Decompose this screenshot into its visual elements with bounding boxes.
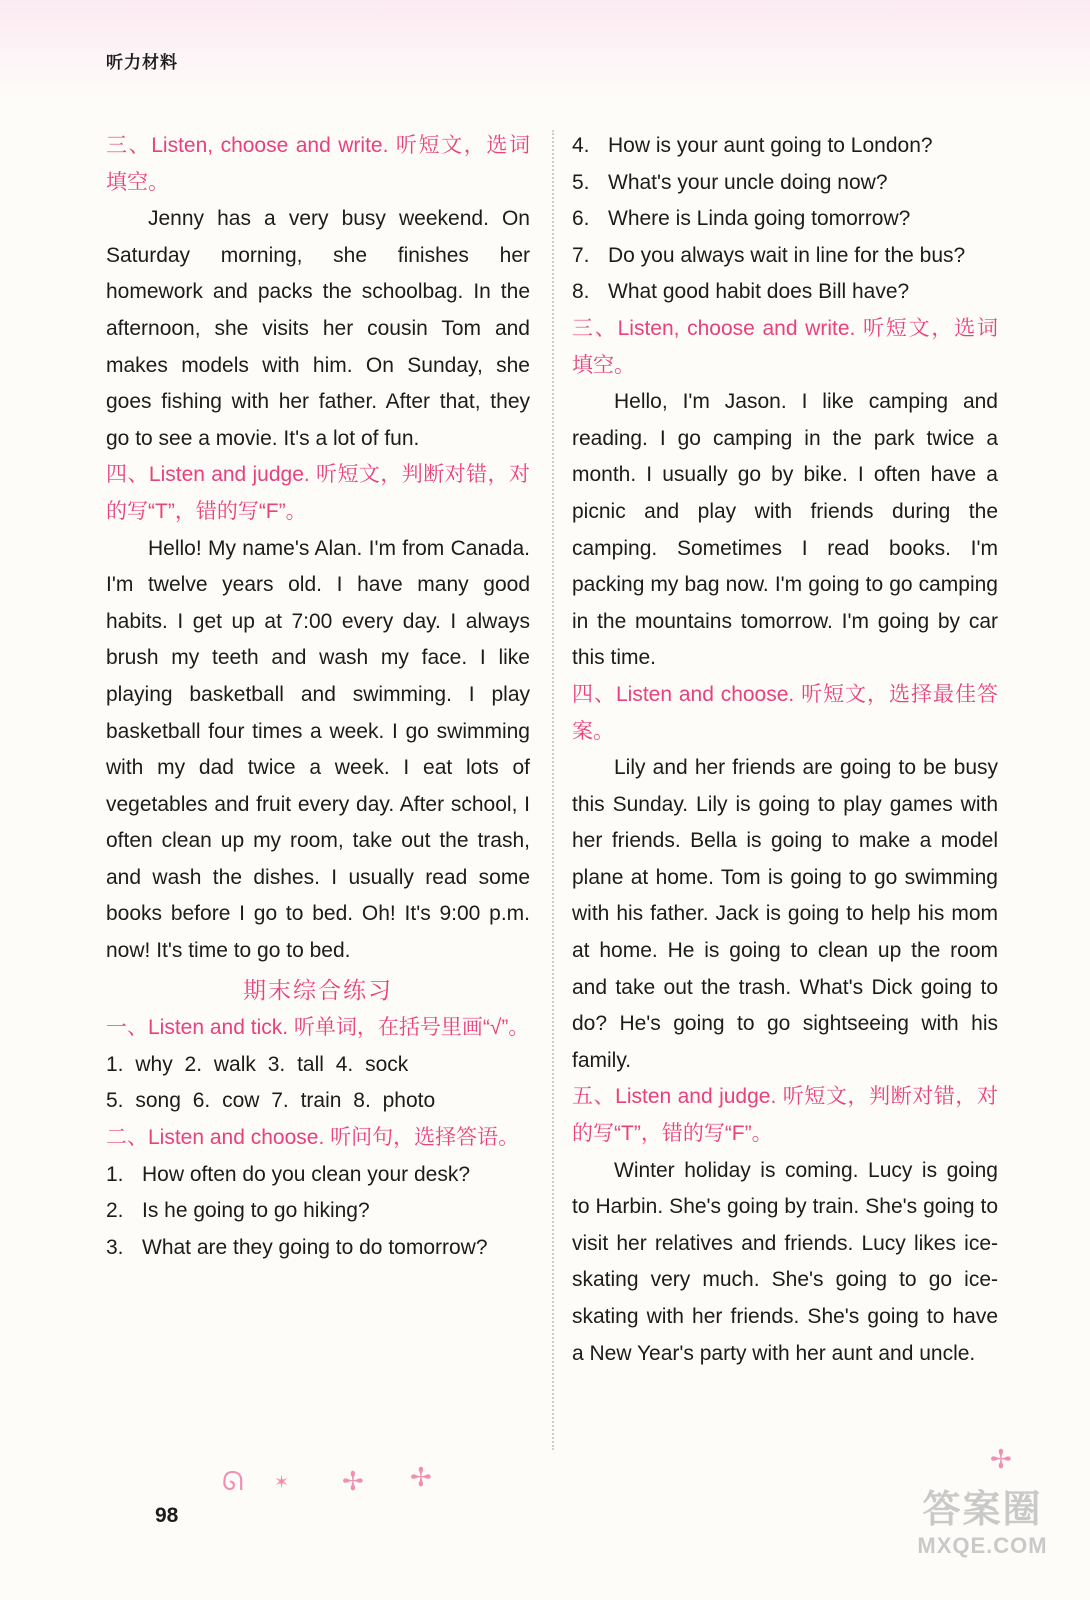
watermark-text-en: MXQE.COM [917, 1533, 1048, 1558]
question-item: 8. What good habit does Bill have? [572, 280, 910, 304]
question-item: 4. How is your aunt going to London? [572, 134, 933, 157]
question-item: 7. Do you always wait in line for the bus? [572, 243, 966, 267]
question-item: 1. How often do you clean your desk? [106, 1162, 471, 1186]
section-heading: 四、Listen and judge. 听短文，判断对错，对的写“T”，错的写“F”。 [106, 463, 530, 523]
section-heading: 一、Listen and tick. 听单词，在括号里画“√”。 [106, 1016, 530, 1040]
passage: Jenny has a very busy weekend. On Saturday morning, she finishes her homework and packs the schoolbag. In the afternoon, she visits her cousin Tom and makes models with him. On Sunday, she goes fishing with her father. After that, they go to see a movie. It's a lot of fun. [106, 207, 530, 450]
decorative-star-icon: ✶ [274, 1472, 290, 1492]
passage: Hello! My name's Alan. I'm from Canada. I'm twelve years old. I have many good habits. I get up at 7:00 every day. I always brush my teeth and wash my face. I like playing basketball and swimming. I play basketball four times a week. I go swimming with my dad twice a week. I eat lots of vegetables and fruit every day. After school, I often clean up my room, take out the trash, and wash the dishes. I usually read some books before I go to bed. Oh! It's 9:00 p.m. now! It's time to go to bed. [106, 536, 530, 963]
question-item: 2. Is he going to go hiking? [106, 1199, 370, 1223]
question-item: 5. What's your uncle doing now? [572, 170, 888, 194]
passage: Hello, I'm Jason. I like camping and reading. I go camping in the park twice a month. I usually go by bike. I often have a picnic and play with friends during the camping. Sometimes I read books. I'm packing my bag now. I'm going to go camping in the mountains tomorrow. I'm going by car this time. [572, 390, 998, 670]
section-heading: 二、Listen and choose. 听问句，选择答语。 [106, 1126, 520, 1150]
page-number: 98 [155, 1504, 179, 1527]
word-list-line: 5. song 6. cow 7. train 8. photo [106, 1089, 436, 1113]
decorative-sparkle-icon: ✢ [990, 1444, 1012, 1474]
passage: Winter holiday is coming. Lucy is going to Harbin. She's going by train. She's going to visit her relatives and friends. Lucy likes ice-skating very much. She's going to go ice-skating with her friends. She's going to have a New Year's party with her aunt and uncle. [572, 1158, 998, 1365]
decorative-sparkle-icon: ✢ [342, 1466, 364, 1496]
section-heading: 三、Listen, choose and write. 听短文，选词填空。 [106, 134, 530, 194]
left-column [106, 128, 530, 1266]
question-item: 3. What are they going to do tomorrow? [106, 1235, 488, 1259]
section-heading: 五、Listen and judge. 听短文，判断对错，对的写“T”，错的写“F”。 [572, 1085, 998, 1146]
right-column [572, 128, 998, 1372]
decorative-sparkle-icon: ✢ [410, 1462, 432, 1492]
page-header: 听力材料 [106, 53, 178, 73]
section-heading: 四、Listen and choose. 听短文，选择最佳答案。 [572, 682, 998, 743]
question-item: 6. Where is Linda going tomorrow? [572, 207, 911, 231]
decorative-swirl-icon: ᘏ [222, 1466, 244, 1496]
column-divider [552, 130, 554, 1450]
section-heading: 三、Listen, choose and write. 听短文，选词填空。 [572, 316, 998, 377]
watermark-logo [895, 1478, 1070, 1559]
final-review-title: 期末综合练习 [243, 976, 393, 1003]
watermark-text-cn: 答案圈 [922, 1489, 1043, 1531]
word-list-line: 1. why 2. walk 3. tall 4. sock [106, 1052, 409, 1076]
passage: Lily and her friends are going to be busy this Sunday. Lily is going to play games with her friends. Bella is going to make a model plane at home. Tom is going to go swimming with his father. Jack is going to help his mom at home. He is going to clean up the room and take out the trash. What's Dick going to do? He's going to go sightseeing with his family. [572, 756, 998, 1072]
